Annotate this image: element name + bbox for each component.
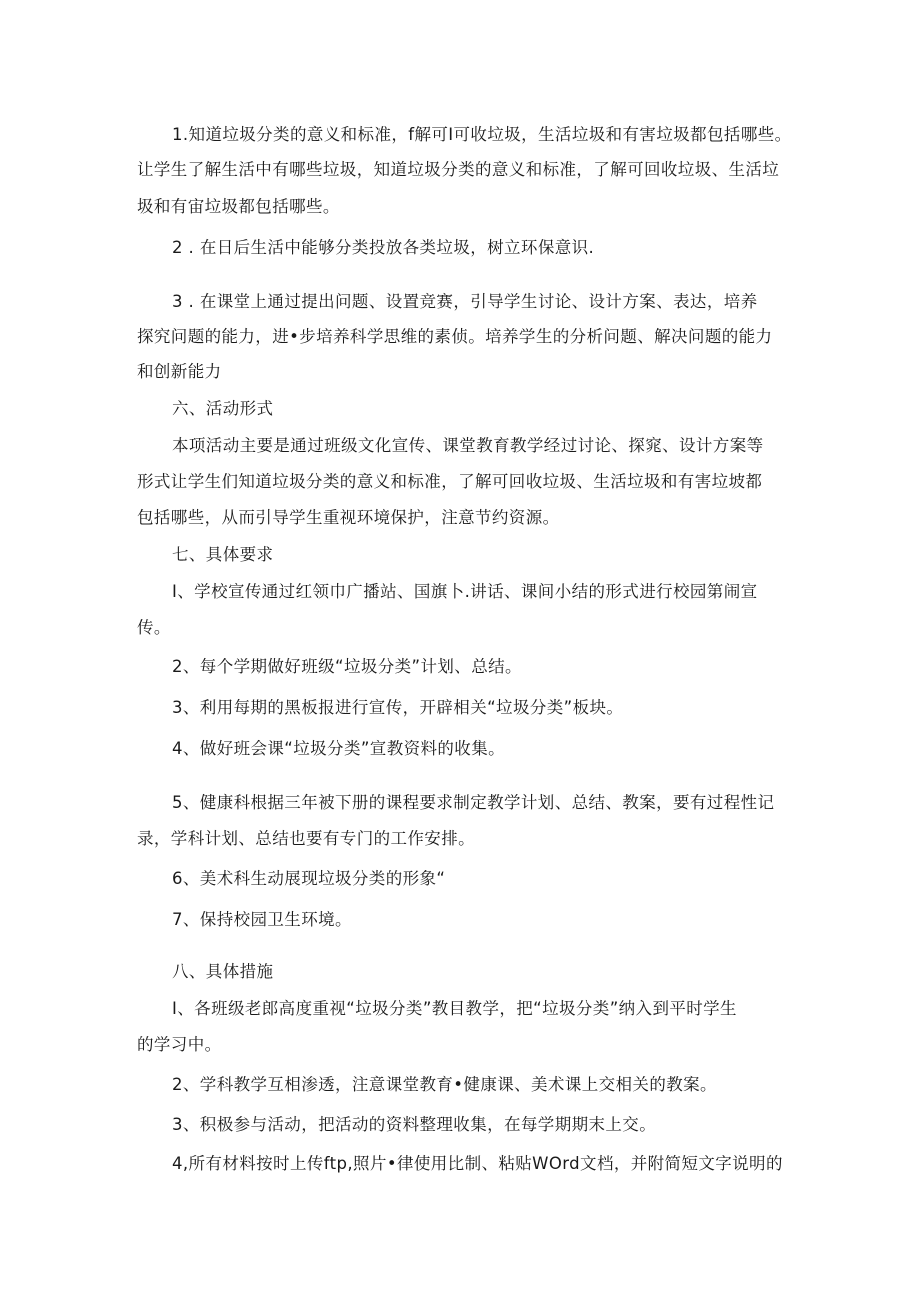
paragraph-13-line-1: 7、保持校园卫生环境。: [172, 910, 352, 929]
paragraph-3-line-2: 探究问题的能力，进•步培养科学思维的素侦。培养学生的分析问题、解决问题的能力: [137, 327, 773, 346]
paragraph-7-line-1: I、学校宣传通过红领巾广播站、国旗卜.讲话、课间小结的形式进行校园第闹宣: [172, 582, 758, 601]
paragraph-11-line-2: 录，学科计划、总结也要有专门的工作安排。: [137, 829, 475, 848]
paragraph-10-line-1: 4、做好班会课“垃圾分类”宣教资料的收集。: [172, 739, 505, 758]
paragraph-8-line-1: 2、每个学期做好班级“垃圾分类”计划、总结。: [172, 657, 522, 676]
paragraph-2-line-1: 2 . 在日后生活中能够分类投放各类垃圾，树立环保意识.: [172, 238, 595, 257]
paragraph-5-line-2: 形式让学生们知道垃圾分类的意义和标准，了解可回收垃圾、生活垃圾和有害垃坡都: [137, 472, 763, 491]
paragraph-17-line-1: 3、积极参与活动，把活动的资料整理收集，在每学期期末上交。: [172, 1115, 657, 1134]
paragraph-3-line-1: 3 . 在课堂上通过提出问题、设置竞赛，引导学生讨论、设计方案、表达，培养: [172, 292, 758, 311]
paragraph-1-line-3: 圾和有宙垃圾都包括哪些。: [137, 197, 340, 216]
paragraph-11-line-1: 5、健康科根据三年被下册的课程要求制定教学计划、总结、教案，要有过程性记: [172, 793, 775, 812]
paragraph-1-line-1: 1.知道垃圾分类的意义和标准，f解可I可收垃圾，生活垃圾和有害垃圾都包括哪些。: [172, 125, 792, 144]
paragraph-12-line-1: 6、美术科生动展现垃圾分类的形象“: [172, 869, 446, 888]
paragraph-5-line-3: 包括哪些，从而引导学生重视环境保护，注意节约资源。: [137, 508, 560, 527]
paragraph-3-line-3: 和创新能力: [137, 362, 222, 381]
paragraph-15-line-2: 的学习中。: [137, 1035, 222, 1054]
section-heading-measures: 八、具体措施: [172, 962, 274, 981]
paragraph-7-line-2: 传。: [137, 618, 171, 637]
paragraph-16-line-1: 2、学科教学互相渗透，注意课堂教育•健康课、美术课上交相关的教案。: [172, 1075, 717, 1094]
section-heading-activity-form: 六、活动形式: [172, 399, 274, 418]
section-heading-requirements: 七、具体要求: [172, 545, 274, 564]
paragraph-5-line-1: 本项活动主要是通过班级文化宣传、课堂教育教学经过讨论、探窕、设计方案等: [172, 436, 764, 455]
paragraph-15-line-1: I、各班级老郎高度重视“垃圾分类”教目教学，把“垃圾分类”纳入到平时学生: [172, 999, 737, 1018]
paragraph-18-line-1: 4,所有材料按时上传ftp,照片•律使用比制、粘贴WOrd文档，并附简短文字说明的: [172, 1154, 783, 1173]
paragraph-9-line-1: 3、利用每期的黑板报进行宣传，开辟相关“垃圾分类”板块。: [172, 698, 624, 717]
paragraph-1-line-2: 让学生了解生活中有哪些垃圾，知道垃圾分类的意义和标准，了解可回收垃圾、生活垃: [137, 160, 780, 179]
